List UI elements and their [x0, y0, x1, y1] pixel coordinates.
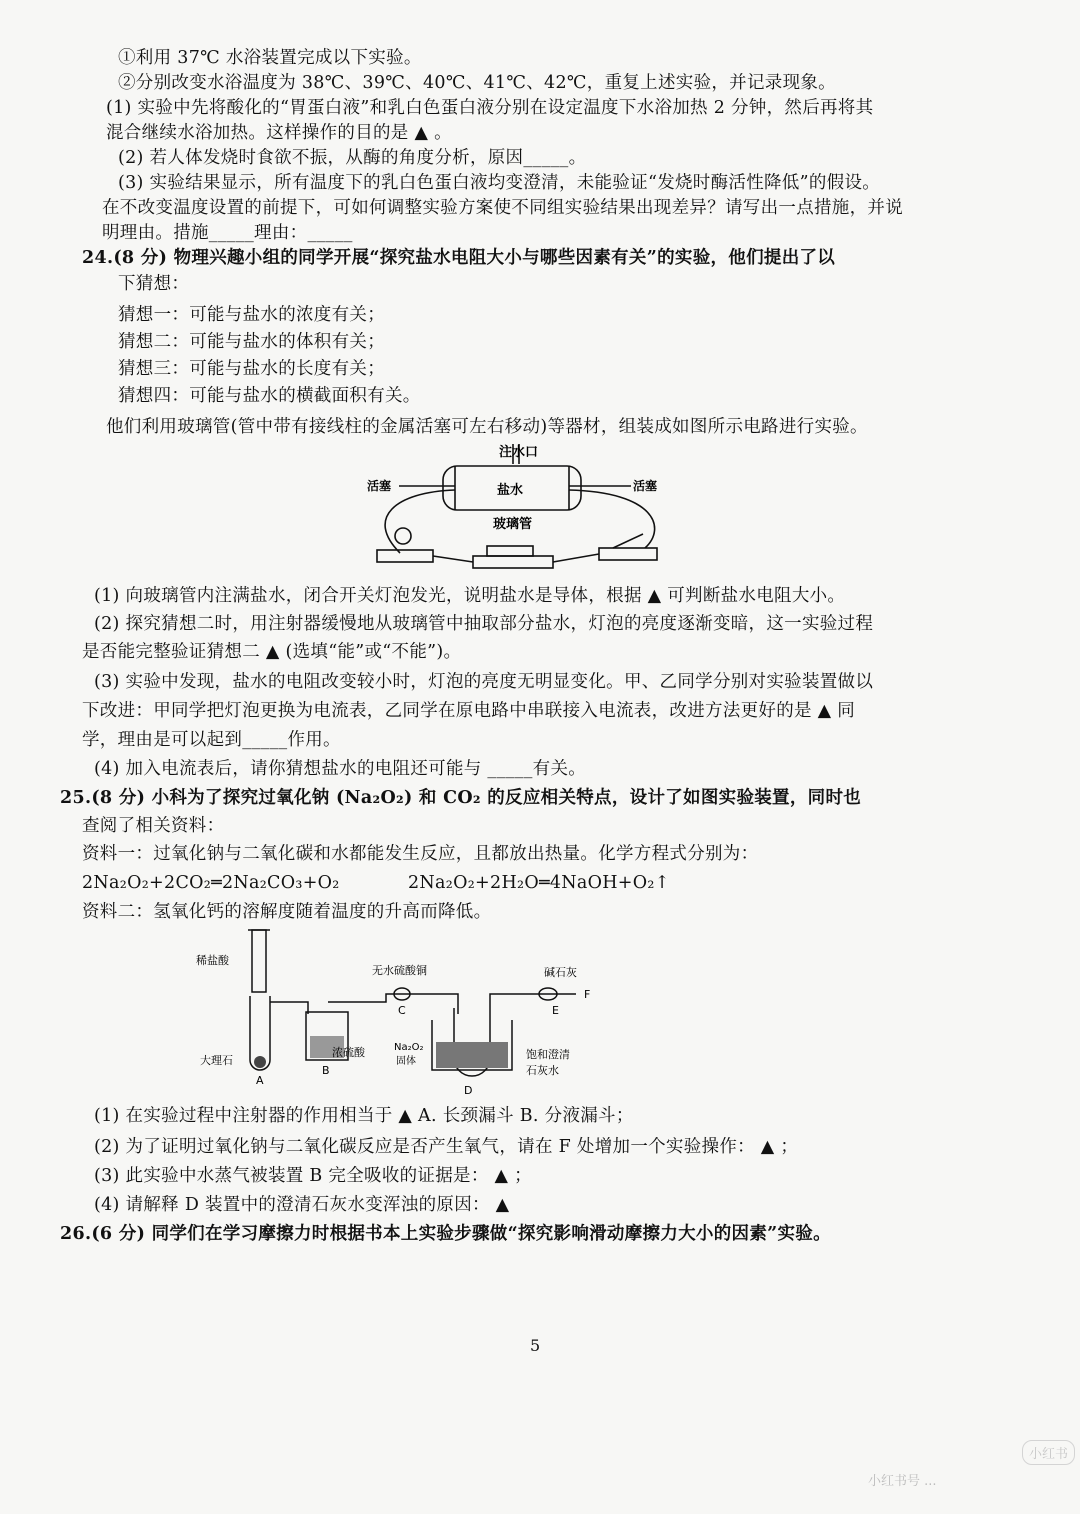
- text-line: 猜想三：可能与盐水的长度有关；: [118, 359, 385, 379]
- hatching: [254, 1036, 508, 1068]
- text-line: 资料一：过氧化钠与二氧化碳和水都能发生反应，且都放出热量。化学方程式分别为：: [82, 844, 759, 864]
- text-line: (3) 此实验中水蒸气被装置 B 完全吸收的证据是： ▲ ；: [94, 1166, 532, 1186]
- tube-connector: [490, 994, 526, 1008]
- piston-right-label: 活塞: [633, 479, 658, 493]
- equation-2: 2Na₂O₂+2H₂O═4NaOH+O₂↑: [408, 873, 670, 893]
- text-line: 在不改变温度设置的前提下，可如何调整实验方案使不同组实验结果出现差异？请写出一点措施，并说: [102, 198, 903, 218]
- label-f: F: [584, 988, 591, 1001]
- watermark-account: 小红书号 ...: [868, 1474, 937, 1489]
- text-line: (4) 请解释 D 装置中的澄清石灰水变浑浊的原因： ▲: [94, 1195, 510, 1215]
- text-line: ①利用 37℃ 水浴装置完成以下实验。: [118, 48, 422, 68]
- label-a: A: [256, 1074, 264, 1087]
- battery-base: [473, 556, 553, 568]
- saltwater-label: 盐水: [497, 483, 524, 498]
- label-dilute-hcl: 稀盐酸: [196, 954, 229, 967]
- text-line: 是否能完整验证猜想二 ▲ (选填“能”或“不能”)。: [82, 642, 462, 662]
- label-b: B: [322, 1064, 330, 1077]
- text-line: 资料二：氢氧化钙的溶解度随着温度的升高而降低。: [82, 902, 492, 922]
- text-line: 学，理由是可以起到_____作用。: [82, 730, 341, 750]
- apparatus-svg: [196, 924, 616, 1100]
- piston-left-label: 活塞: [367, 479, 392, 493]
- syringe-shape: [252, 930, 266, 992]
- switch-base: [599, 548, 657, 560]
- label-anhydrous-cuso4: 无水硫酸铜: [372, 964, 427, 977]
- label-conc-h2so4: 浓硫酸: [332, 1046, 365, 1059]
- text-line: 猜想四：可能与盐水的横截面积有关。: [118, 386, 421, 406]
- bulb-base: [377, 550, 433, 562]
- tube-connector: [270, 1002, 308, 1014]
- text-line: 混合继续水浴加热。这样操作的目的是 ▲ 。: [106, 123, 452, 143]
- wire: [385, 490, 455, 553]
- text-line: (4) 加入电流表后，请你猜想盐水的电阻还可能与 _____有关。: [94, 759, 587, 779]
- text-line: 下猜想：: [118, 274, 190, 294]
- question-25-heading: 25.(8 分) 小科为了探究过氧化钠 (Na₂O₂) 和 CO₂ 的反应相关特点，设计了如图实验装置，同时也: [60, 788, 862, 808]
- circuit-svg: [355, 438, 675, 580]
- text-line: 明理由。措施_____理由：_____: [102, 223, 353, 243]
- question-24-heading: 24.(8 分) 物理兴趣小组的同学开展“探究盐水电阻大小与哪些因素有关”的实验，他们提出了以: [82, 248, 836, 268]
- bulb-shape: [395, 528, 411, 544]
- label-limewater-1: 饱和澄清: [526, 1048, 570, 1061]
- inlet-label: 注水口: [499, 445, 539, 460]
- text-line: (2) 若人体发烧时食欲不振，从酶的角度分析，原因_____。: [118, 148, 587, 168]
- label-c: C: [398, 1004, 406, 1017]
- text-line: ②分别改变水浴温度为 38℃、39℃、40℃、41℃、42℃，重复上述实验，并记录现象。: [118, 73, 836, 93]
- text-line: 他们利用玻璃管(管中带有接线柱的金属活塞可左右移动)等器材，组装成如图所示电路进行实验。: [106, 417, 868, 437]
- text-line: (2) 为了证明过氧化钠与二氧化碳反应是否产生氧气，请在 F 处增加一个实验操作： ▲ ；: [94, 1137, 799, 1157]
- text-line: (1) 实验中先将酸化的“胃蛋白液”和乳白色蛋白液分别在设定温度下水浴加热 2 分钟，然后再将其: [106, 98, 874, 118]
- limewater-liquid: [436, 1042, 508, 1068]
- wire: [553, 554, 599, 562]
- text-line: (1) 在实验过程中注射器的作用相当于 ▲ A. 长颈漏斗 B. 分液漏斗；: [94, 1106, 634, 1126]
- label-na2o2: Na₂O₂: [394, 1042, 424, 1053]
- text-line: (3) 实验中发现，盐水的电阻改变较小时，灯泡的亮度无明显变化。甲、乙同学分别对实验装置做以: [94, 672, 874, 692]
- text-line: (3) 实验结果显示，所有温度下的乳白色蛋白液均变澄清，未能验证“发烧时酶活性降低”的假设。: [118, 173, 881, 193]
- apparatus-diagram: [196, 924, 616, 1100]
- label-limewater-2: 石灰水: [526, 1064, 559, 1077]
- glass-tube-label: 玻璃管: [493, 517, 533, 532]
- text-line: 猜想一：可能与盐水的浓度有关；: [118, 305, 385, 325]
- wire: [569, 490, 655, 548]
- switch-lever: [613, 534, 643, 548]
- label-e: E: [552, 1004, 559, 1017]
- watermark-logo: 小红书: [1022, 1440, 1075, 1465]
- marble-chips: [254, 1056, 266, 1068]
- text-line: 猜想二：可能与盐水的体积有关；: [118, 332, 385, 352]
- battery-shape: [487, 546, 533, 556]
- page-number: 5: [530, 1336, 541, 1355]
- question-26-heading: 26.(6 分) 同学们在学习摩擦力时根据书本上实验步骤做“探究影响滑动摩擦力大小的因素”实验。: [60, 1224, 831, 1244]
- text-line: (1) 向玻璃管内注满盐水，闭合开关灯泡发光，说明盐水是导体，根据 ▲ 可判断盐水电阻大小。: [94, 586, 846, 606]
- text-line: (2) 探究猜想二时，用注射器缓慢地从玻璃管中抽取部分盐水，灯泡的亮度逐渐变暗，这一实验过程: [94, 614, 874, 634]
- label-solid: 固体: [396, 1056, 416, 1067]
- circuit-diagram: [355, 438, 675, 580]
- label-d: D: [464, 1084, 473, 1097]
- label-soda-lime: 碱石灰: [544, 966, 577, 979]
- label-marble: 大理石: [200, 1054, 233, 1067]
- text-line: 查阅了相关资料：: [82, 816, 225, 836]
- text-line: 下改进：甲同学把灯泡更换为电流表，乙同学在原电路中串联接入电流表，改进方法更好的是 ▲ 同: [82, 701, 856, 721]
- tube-connector: [328, 994, 436, 1002]
- wire: [433, 556, 473, 562]
- equation-1: 2Na₂O₂+2CO₂═2Na₂CO₃+O₂: [82, 873, 340, 893]
